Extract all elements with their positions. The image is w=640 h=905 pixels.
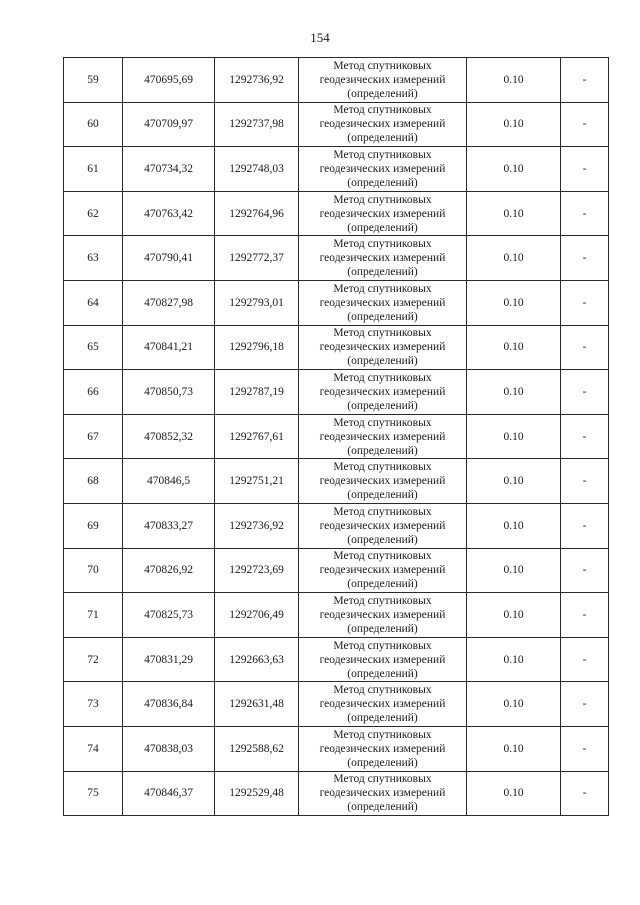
y-coordinate-cell: 1292663,63 bbox=[215, 637, 299, 682]
accuracy-cell: 0.10 bbox=[467, 414, 561, 459]
point-number-cell: 72 bbox=[64, 637, 123, 682]
point-number-cell: 68 bbox=[64, 459, 123, 504]
extra-cell: - bbox=[561, 102, 609, 147]
table-row bbox=[64, 414, 609, 459]
page-number: 154 bbox=[310, 30, 330, 45]
x-coordinate-cell: 470790,41 bbox=[123, 236, 215, 281]
extra-cell: - bbox=[561, 503, 609, 548]
x-coordinate-cell: 470826,92 bbox=[123, 548, 215, 593]
method-cell bbox=[299, 191, 467, 236]
accuracy-cell: 0.10 bbox=[467, 459, 561, 504]
method-cell bbox=[299, 548, 467, 593]
method-text: Метод спутниковых геодезических измерений (определений) bbox=[319, 238, 446, 279]
accuracy-cell: 0.10 bbox=[467, 147, 561, 192]
y-coordinate-cell: 1292767,61 bbox=[215, 414, 299, 459]
method-text: Метод спутниковых геодезических измерений (определений) bbox=[319, 282, 446, 323]
x-coordinate-cell: 470831,29 bbox=[123, 637, 215, 682]
table-row bbox=[64, 548, 609, 593]
point-number-cell: 67 bbox=[64, 414, 123, 459]
y-coordinate-cell: 1292723,69 bbox=[215, 548, 299, 593]
extra-cell: - bbox=[561, 682, 609, 727]
accuracy-cell: 0.10 bbox=[467, 682, 561, 727]
extra-cell: - bbox=[561, 58, 609, 103]
extra-cell: - bbox=[561, 370, 609, 415]
method-cell bbox=[299, 236, 467, 281]
point-number-cell: 75 bbox=[64, 771, 123, 816]
extra-cell: - bbox=[561, 414, 609, 459]
method-text: Метод спутниковых геодезических измерений (определений) bbox=[319, 594, 446, 635]
method-text: Метод спутниковых геодезических измерений (определений) bbox=[319, 104, 446, 145]
method-text: Метод спутниковых геодезических измерений (определений) bbox=[319, 728, 446, 769]
y-coordinate-cell: 1292736,92 bbox=[215, 58, 299, 103]
method-text: Метод спутниковых геодезических измерений (определений) bbox=[319, 148, 446, 189]
x-coordinate-cell: 470846,5 bbox=[123, 459, 215, 504]
method-text: Метод спутниковых геодезических измерений (определений) bbox=[319, 505, 446, 546]
accuracy-cell: 0.10 bbox=[467, 191, 561, 236]
point-number-cell: 73 bbox=[64, 682, 123, 727]
x-coordinate-cell: 470838,03 bbox=[123, 726, 215, 771]
x-coordinate-cell: 470852,32 bbox=[123, 414, 215, 459]
accuracy-cell: 0.10 bbox=[467, 370, 561, 415]
y-coordinate-cell: 1292764,96 bbox=[215, 191, 299, 236]
point-number-cell: 69 bbox=[64, 503, 123, 548]
table-row bbox=[64, 771, 609, 816]
point-number-cell: 61 bbox=[64, 147, 123, 192]
method-cell bbox=[299, 503, 467, 548]
method-cell bbox=[299, 682, 467, 727]
method-text: Метод спутниковых геодезических измерений (определений) bbox=[319, 59, 446, 100]
point-number-cell: 70 bbox=[64, 548, 123, 593]
x-coordinate-cell: 470695,69 bbox=[123, 58, 215, 103]
y-coordinate-cell: 1292787,19 bbox=[215, 370, 299, 415]
point-number-cell: 64 bbox=[64, 280, 123, 325]
point-number-cell: 59 bbox=[64, 58, 123, 103]
extra-cell: - bbox=[561, 280, 609, 325]
method-text: Метод спутниковых геодезических измерений (определений) bbox=[319, 461, 446, 502]
point-number-cell: 71 bbox=[64, 593, 123, 638]
point-number-cell: 74 bbox=[64, 726, 123, 771]
x-coordinate-cell: 470833,27 bbox=[123, 503, 215, 548]
point-number-cell: 65 bbox=[64, 325, 123, 370]
method-text: Метод спутниковых геодезических измерений (определений) bbox=[319, 684, 446, 725]
y-coordinate-cell: 1292793,01 bbox=[215, 280, 299, 325]
x-coordinate-cell: 470841,21 bbox=[123, 325, 215, 370]
point-number-cell: 62 bbox=[64, 191, 123, 236]
accuracy-cell: 0.10 bbox=[467, 280, 561, 325]
method-text: Метод спутниковых геодезических измерений (определений) bbox=[319, 371, 446, 412]
accuracy-cell: 0.10 bbox=[467, 102, 561, 147]
method-cell bbox=[299, 726, 467, 771]
method-cell bbox=[299, 147, 467, 192]
y-coordinate-cell: 1292529,48 bbox=[215, 771, 299, 816]
point-number-cell: 60 bbox=[64, 102, 123, 147]
extra-cell: - bbox=[561, 236, 609, 281]
extra-cell: - bbox=[561, 325, 609, 370]
table-row bbox=[64, 58, 609, 103]
y-coordinate-cell: 1292588,62 bbox=[215, 726, 299, 771]
accuracy-cell: 0.10 bbox=[467, 325, 561, 370]
table-row bbox=[64, 459, 609, 504]
method-text: Метод спутниковых геодезических измерений (определений) bbox=[319, 550, 446, 591]
method-cell bbox=[299, 637, 467, 682]
extra-cell: - bbox=[561, 459, 609, 504]
coordinates-table bbox=[63, 57, 609, 816]
extra-cell: - bbox=[561, 548, 609, 593]
table-row bbox=[64, 503, 609, 548]
table-row bbox=[64, 637, 609, 682]
method-cell bbox=[299, 102, 467, 147]
method-cell bbox=[299, 459, 467, 504]
y-coordinate-cell: 1292796,18 bbox=[215, 325, 299, 370]
table-row bbox=[64, 236, 609, 281]
coordinates-table-body bbox=[64, 58, 609, 816]
table-row bbox=[64, 280, 609, 325]
x-coordinate-cell: 470763,42 bbox=[123, 191, 215, 236]
point-number-cell: 66 bbox=[64, 370, 123, 415]
y-coordinate-cell: 1292737,98 bbox=[215, 102, 299, 147]
x-coordinate-cell: 470709,97 bbox=[123, 102, 215, 147]
accuracy-cell: 0.10 bbox=[467, 637, 561, 682]
y-coordinate-cell: 1292751,21 bbox=[215, 459, 299, 504]
y-coordinate-cell: 1292631,48 bbox=[215, 682, 299, 727]
table-row bbox=[64, 325, 609, 370]
table-row bbox=[64, 593, 609, 638]
method-cell bbox=[299, 280, 467, 325]
y-coordinate-cell: 1292706,49 bbox=[215, 593, 299, 638]
extra-cell: - bbox=[561, 771, 609, 816]
table-row bbox=[64, 147, 609, 192]
x-coordinate-cell: 470825,73 bbox=[123, 593, 215, 638]
extra-cell: - bbox=[561, 191, 609, 236]
method-text: Метод спутниковых геодезических измерений (определений) bbox=[319, 327, 446, 368]
x-coordinate-cell: 470827,98 bbox=[123, 280, 215, 325]
accuracy-cell: 0.10 bbox=[467, 726, 561, 771]
point-number-cell: 63 bbox=[64, 236, 123, 281]
method-cell bbox=[299, 414, 467, 459]
method-text: Метод спутниковых геодезических измерений (определений) bbox=[319, 773, 446, 814]
method-cell bbox=[299, 593, 467, 638]
table-row bbox=[64, 682, 609, 727]
table-row bbox=[64, 102, 609, 147]
x-coordinate-cell: 470850,73 bbox=[123, 370, 215, 415]
y-coordinate-cell: 1292748,03 bbox=[215, 147, 299, 192]
accuracy-cell: 0.10 bbox=[467, 548, 561, 593]
accuracy-cell: 0.10 bbox=[467, 593, 561, 638]
x-coordinate-cell: 470836,84 bbox=[123, 682, 215, 727]
accuracy-cell: 0.10 bbox=[467, 236, 561, 281]
table-row bbox=[64, 726, 609, 771]
method-cell bbox=[299, 325, 467, 370]
extra-cell: - bbox=[561, 726, 609, 771]
method-cell bbox=[299, 771, 467, 816]
method-cell bbox=[299, 370, 467, 415]
accuracy-cell: 0.10 bbox=[467, 503, 561, 548]
extra-cell: - bbox=[561, 637, 609, 682]
y-coordinate-cell: 1292772,37 bbox=[215, 236, 299, 281]
method-cell bbox=[299, 58, 467, 103]
x-coordinate-cell: 470846,37 bbox=[123, 771, 215, 816]
extra-cell: - bbox=[561, 593, 609, 638]
table-row bbox=[64, 370, 609, 415]
method-text: Метод спутниковых геодезических измерений (определений) bbox=[319, 416, 446, 457]
extra-cell: - bbox=[561, 147, 609, 192]
accuracy-cell: 0.10 bbox=[467, 58, 561, 103]
y-coordinate-cell: 1292736,92 bbox=[215, 503, 299, 548]
accuracy-cell: 0.10 bbox=[467, 771, 561, 816]
table-row bbox=[64, 191, 609, 236]
method-text: Метод спутниковых геодезических измерений (определений) bbox=[319, 193, 446, 234]
method-text: Метод спутниковых геодезических измерений (определений) bbox=[319, 639, 446, 680]
x-coordinate-cell: 470734,32 bbox=[123, 147, 215, 192]
